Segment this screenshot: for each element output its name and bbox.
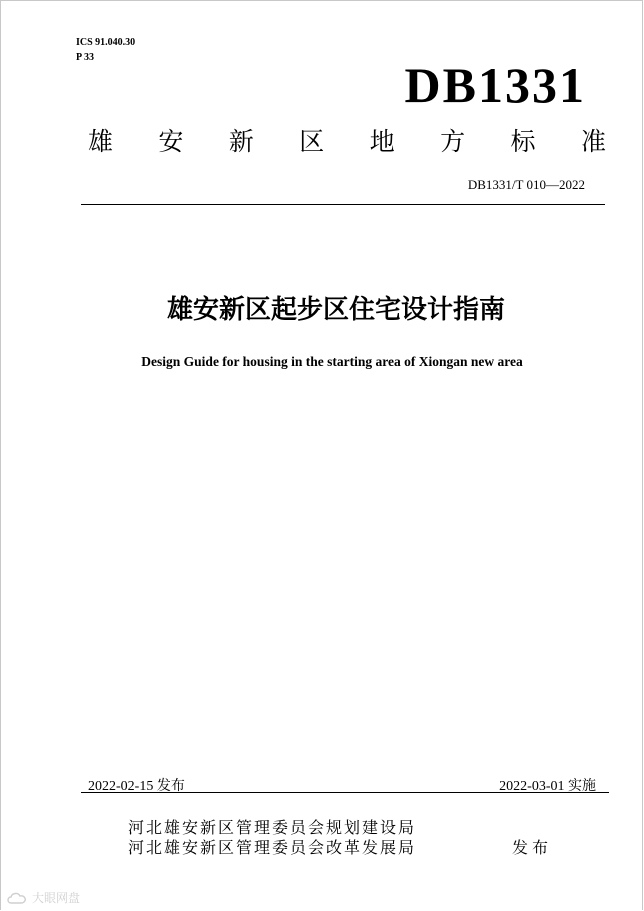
standard-type-char: 新 <box>228 127 254 156</box>
classification-codes <box>76 35 135 65</box>
standard-type <box>88 126 606 158</box>
standard-type-char: 准 <box>580 127 606 156</box>
issue-date: 2022-02-15 发布 <box>88 779 185 794</box>
document-title-chinese: 雄安新区起步区住宅设计指南 <box>166 295 505 325</box>
standard-type-char: 标 <box>510 127 536 156</box>
document-title-english: Design Guide for housing in the starting area of Xiongan new area <box>141 354 523 369</box>
publisher-planning-bureau: 河北雄安新区管理委员会规划建设局 <box>128 818 417 837</box>
implementation-date: 2022-03-01 实施 <box>499 779 596 794</box>
standard-type-char: 方 <box>440 127 466 156</box>
ics-code: ICS 91.040.30 <box>76 37 136 48</box>
ccs-code: P 33 <box>76 52 95 63</box>
standard-type-char: 安 <box>158 127 184 156</box>
watermark <box>6 889 80 906</box>
publisher-reform-bureau: 河北雄安新区管理委员会改革发展局 <box>128 838 417 857</box>
watermark-text: 大眼网盘 <box>32 891 81 905</box>
standard-code: DB1331 <box>404 57 586 113</box>
header-divider <box>81 204 605 205</box>
publish-label: 发布 <box>512 838 553 857</box>
standard-type-char: 地 <box>369 127 395 156</box>
standard-type-char: 雄 <box>88 127 114 156</box>
standard-number: DB1331/T 010—2022 <box>467 177 585 192</box>
standard-type-char: 区 <box>299 127 325 156</box>
cloud-logo-icon <box>6 891 28 905</box>
footer-divider <box>81 792 609 793</box>
